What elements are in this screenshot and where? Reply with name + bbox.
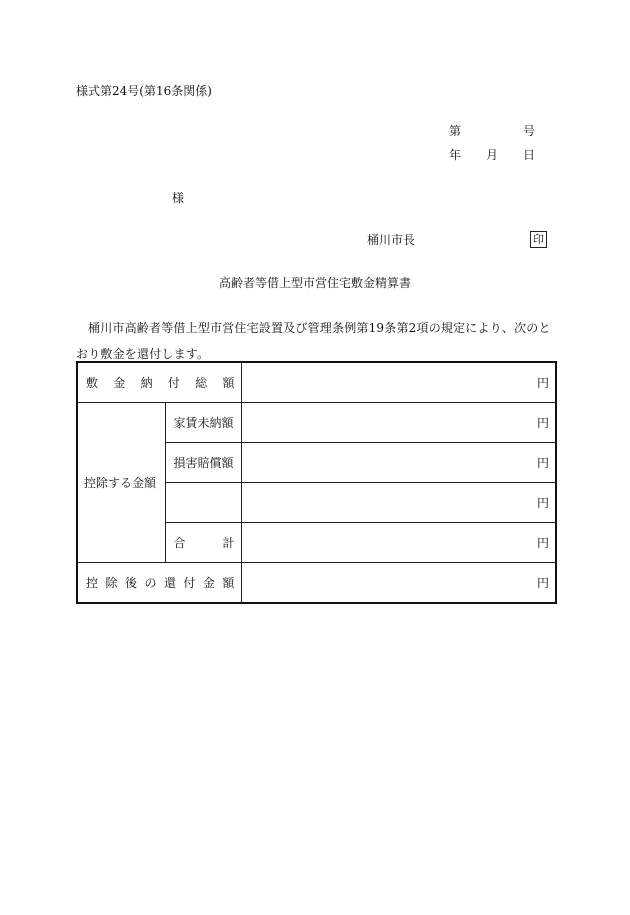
label-char: 付: [183, 576, 196, 590]
date-day: 日: [522, 148, 535, 162]
form-number: 様式第24号(第16条関係): [76, 84, 212, 98]
deduction-label-2: 損害賠償額: [165, 443, 241, 483]
refund-table: [76, 361, 557, 604]
seal-icon: 印: [530, 231, 547, 248]
deduction-amount-1: 円: [241, 403, 556, 443]
document-title: 高齢者等借上型市営住宅敷金精算書: [218, 276, 411, 290]
document-number-prefix: 第: [449, 124, 462, 138]
refund-label: [77, 563, 241, 604]
deduction-group-label: 控除する金額: [77, 403, 165, 563]
label-char: 計: [222, 536, 235, 550]
issuer: [367, 233, 544, 247]
label-char: 還: [163, 576, 176, 590]
deduction-amount-3: 円: [241, 483, 556, 523]
deduction-label-1: 家賃未納額: [165, 403, 241, 443]
label-char: 金: [202, 576, 215, 590]
date-year: 年: [449, 148, 462, 162]
label-char: 敷: [86, 376, 99, 390]
table-row-refund: [77, 563, 556, 604]
label-char: の: [144, 576, 157, 590]
label-char: 総: [195, 376, 208, 390]
label-char: 合: [173, 536, 186, 550]
document-number-suffix: 号: [522, 124, 535, 138]
label-char: 額: [222, 376, 235, 390]
refund-amount: 円: [241, 563, 556, 604]
label-char: 納: [140, 376, 153, 390]
label-char: 金: [113, 376, 126, 390]
deduction-amount-2: 円: [241, 443, 556, 483]
label-char: 付: [167, 376, 180, 390]
issue-date: [449, 149, 535, 161]
document-number: [449, 125, 535, 137]
table-row-deposit-total: [77, 362, 556, 403]
body-text: 桶川市高齢者等借上型市営住宅設置及び管理条例第19条第2項の規定により、次のとおり敷金を還付します。: [76, 321, 551, 361]
addressee-honorific: 様: [172, 191, 185, 205]
table-row-deduction-1: [77, 403, 556, 443]
deposit-total-label: [77, 362, 241, 403]
label-char: 控: [86, 576, 99, 590]
label-char: 後: [124, 576, 137, 590]
deposit-total-amount: 円: [241, 362, 556, 403]
date-month: 月: [485, 148, 498, 162]
subtotal-label: [165, 523, 241, 563]
deduction-label-3: [165, 483, 241, 523]
label-char: 額: [222, 576, 235, 590]
issuer-name: 桶川市長: [367, 233, 416, 247]
subtotal-amount: 円: [241, 523, 556, 563]
label-char: 除: [105, 576, 118, 590]
